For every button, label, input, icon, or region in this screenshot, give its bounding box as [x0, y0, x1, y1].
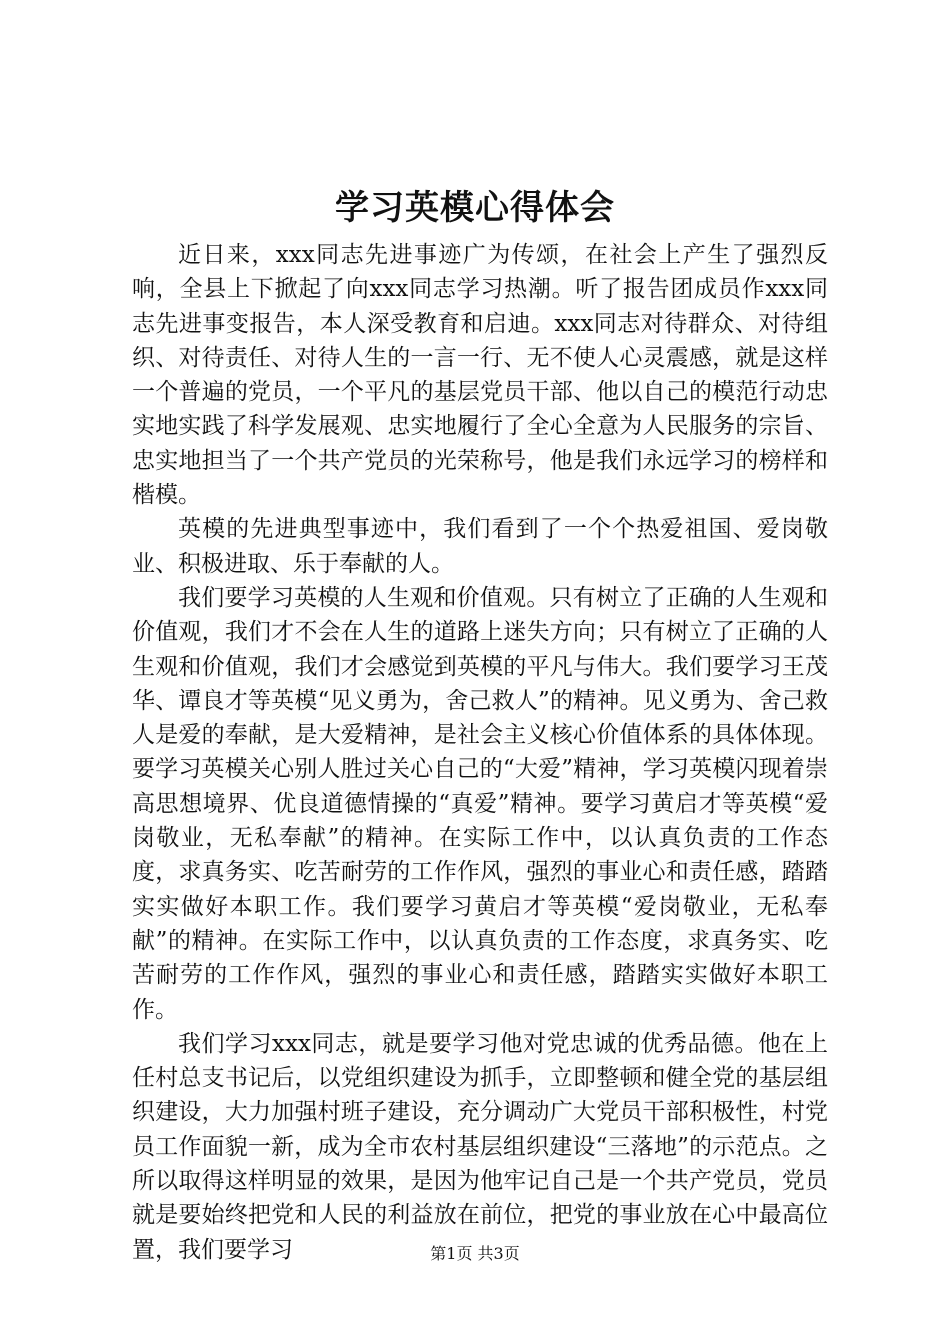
document-body — [132, 238, 828, 1267]
paragraph-4: 我们学习xxx同志，就是要学习他对党忠诚的优秀品德。他在上任村总支书记后，以党组织建设为抓手，立即整顿和健全党的基层组织建设，大力加强村班子建设，充分调动广大党员干部积极性，村党员工作面貌一新，成为全市农村基层组织建设“三落地”的示范点。之所以取得这样明显的效果，是因为他牢记自己是一个共产党员，党员就是要始终把党和人民的利益放在前位，把党的事业放在心中最高位置，我们要学习 — [132, 1030, 828, 1263]
page-number-indicator: 第1页 共3页 — [430, 1244, 520, 1263]
paragraph-3: 我们要学习英模的人生观和价值观。只有树立了正确的人生观和价值观，我们才不会在人生的道路上迷失方向；只有树立了正确的人生观和价值观，我们才会感觉到英模的平凡与伟大。我们要学习王茂华、谭良才等英模“见义勇为，舍己救人”的精神。见义勇为、舍己救人是爱的奉献，是大爱精神，是社会主义核心价值体系的具体体现。要学习英模关心别人胜过关心自己的“大爱”精神，学习英模闪现着崇高思想境界、优良道德情操的“真爱”精神。要学习黄启才等英模“爱岗敬业，无私奉献”的精神。在实际工作中，以认真负责的工作态度，求真务实、吃苦耐劳的工作作风，强烈的事业心和责任感，踏踏实实做好本职工作。我们要学习黄启才等英模“爱岗敬业，无私奉献”的精神。在实际工作中，以认真负责的工作态度，求真务实、吃苦耐劳的工作作风，强烈的事业心和责任感，踏踏实实做好本职工作。 — [132, 584, 828, 1023]
paragraph-1: 近日来，xxx同志先进事迹广为传颂，在社会上产生了强烈反响，全县上下掀起了向xxx同志学习热潮。听了报告团成员作xxx同志先进事变报告，本人深受教育和启迪。xxx同志对待群众、对待组织、对待责任、对待人生的一言一行、无不使人心灵震感，就是这样一个普遍的党员，一个平凡的基层党员干部、他以自己的模范行动忠实地实践了科学发展观、忠实地履行了全心全意为人民服务的宗旨、忠实地担当了一个共产党员的光荣称号，他是我们永远学习的榜样和楷模。 — [132, 242, 828, 509]
page-footer — [0, 1243, 950, 1265]
paragraph-2: 英模的先进典型事迹中，我们看到了一个个热爱祖国、爱岗敬业、积极进取、乐于奉献的人。 — [132, 516, 828, 577]
document-title: 学习英模心得体会 — [335, 188, 615, 228]
